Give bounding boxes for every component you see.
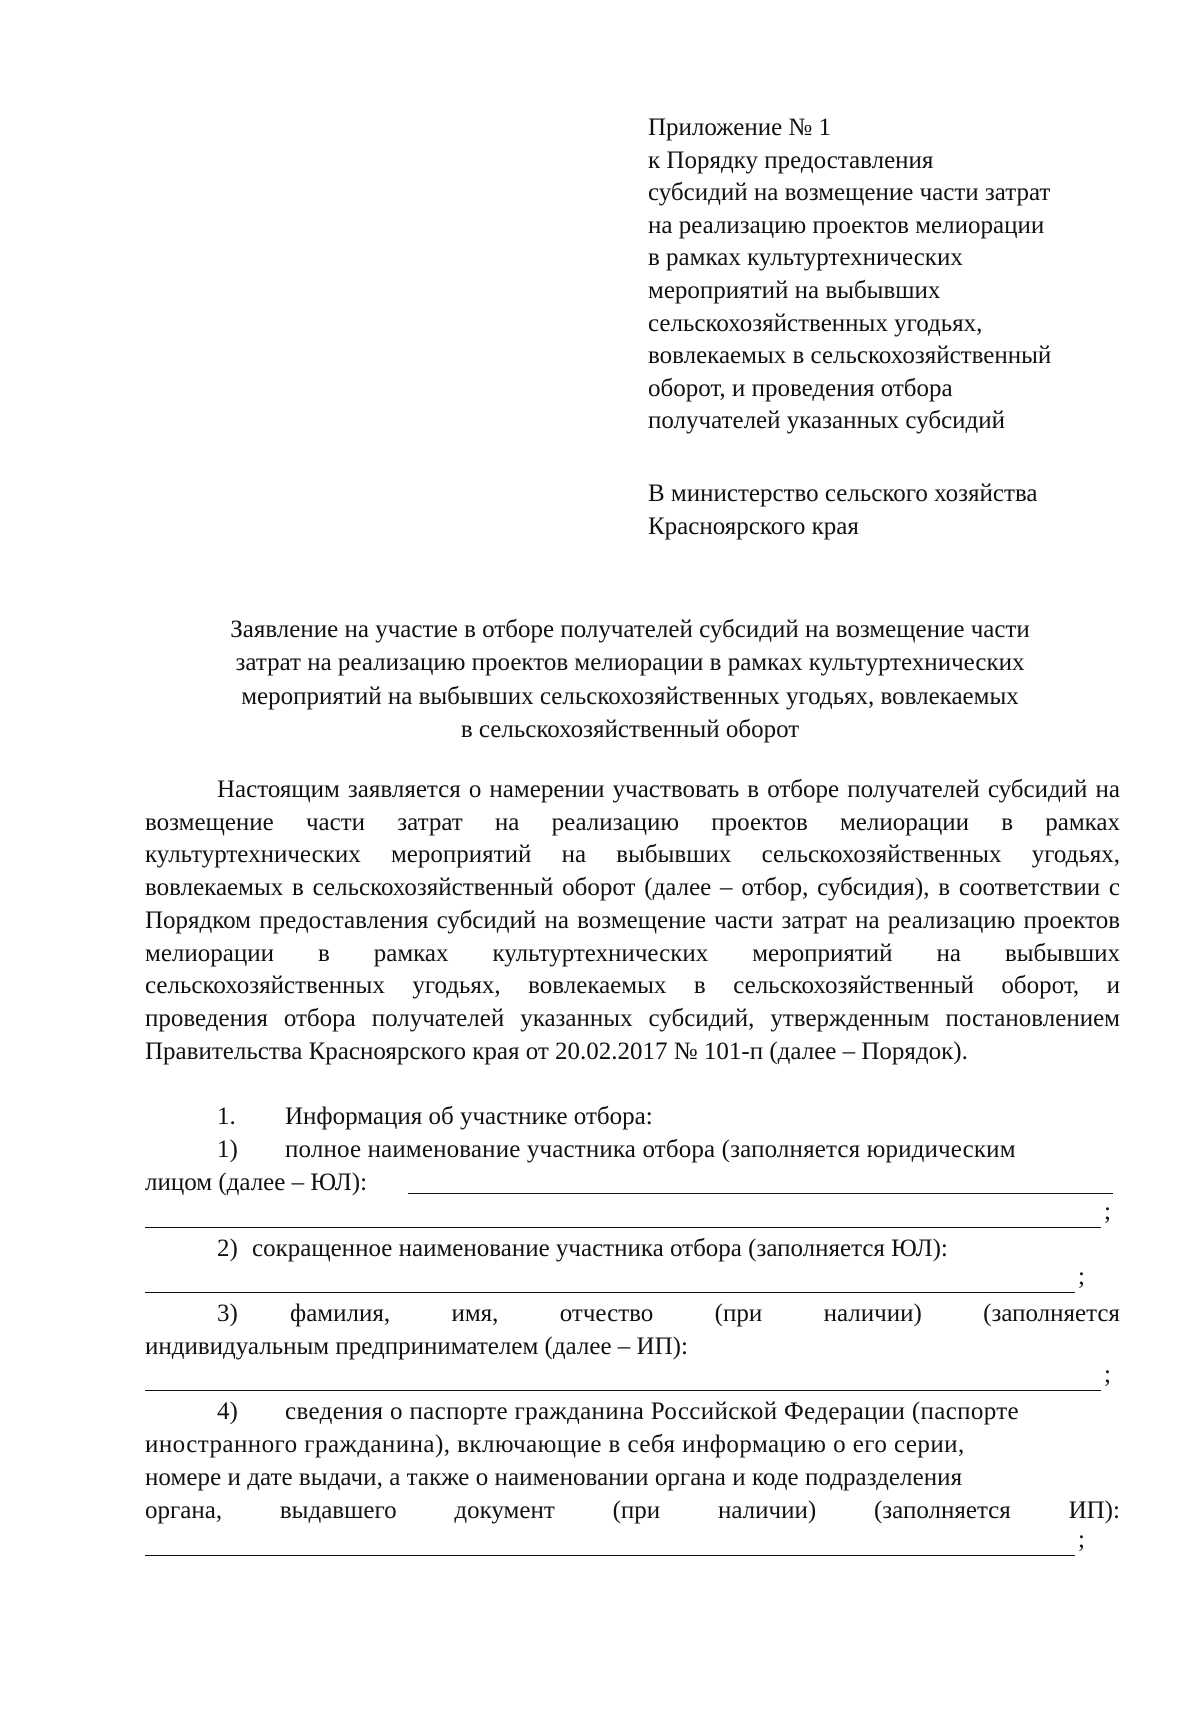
annex-line: оборот, и проведения отбора xyxy=(648,374,953,402)
item-3-number: 3) xyxy=(217,1300,238,1327)
intro-block xyxy=(145,774,1120,1068)
section-1-number: 1. xyxy=(217,1103,236,1130)
document-title xyxy=(140,613,1120,747)
item-1-fill-line-a[interactable] xyxy=(408,1193,1113,1194)
addressee-line: В министерство сельского хозяйства xyxy=(648,480,1038,507)
item-3-text-line-2: индивидуальным предпринимателем (далее – ИП): xyxy=(145,1333,688,1360)
item-3-word: отчество xyxy=(559,1300,654,1327)
item-1-text-line-2: лицом (далее – ЮЛ): xyxy=(145,1169,368,1196)
title-line: затрат на реализацию проектов мелиорации в рамках культуртехнических xyxy=(235,649,1025,677)
annex-line: мероприятий на выбывших xyxy=(648,276,941,304)
item-2-fill-line[interactable] xyxy=(145,1292,1075,1293)
item-2-number: 2) xyxy=(217,1235,238,1262)
item-4-text-line-1 xyxy=(285,1396,1120,1429)
item-3-fill-line[interactable] xyxy=(145,1390,1101,1391)
item-4-word: (при xyxy=(612,1497,661,1524)
item-3-word: наличии) xyxy=(823,1300,922,1327)
item-3-word: фамилия, xyxy=(290,1300,391,1327)
annex-line: Приложение № 1 xyxy=(648,114,832,141)
annex-line: на реализацию проектов мелиорации xyxy=(648,211,1045,239)
item-1-text-line-1 xyxy=(285,1134,1120,1167)
item-2-semicolon: ; xyxy=(1078,1263,1085,1290)
item-4-word: наличии) xyxy=(717,1497,817,1524)
title-line: Заявление на участие в отборе получателей субсидий на возмещение части xyxy=(230,616,1030,643)
item-4-semicolon: ; xyxy=(1078,1526,1085,1553)
title-line: в сельскохозяйственный оборот xyxy=(460,716,800,744)
item-3-word: (при xyxy=(714,1300,763,1327)
item-2-text: сокращенное наименование участника отбора (заполняется ЮЛ): xyxy=(252,1235,948,1262)
item-4-text: сведения о паспорте гражданина Российской Федерации (паспорте xyxy=(285,1398,1019,1425)
annex-line: получателей указанных субсидий xyxy=(648,407,1006,435)
item-3-word: (заполняется xyxy=(983,1300,1120,1327)
item-4-word: (заполняется xyxy=(873,1497,1011,1524)
section-1-label: Информация об участнике отбора: xyxy=(285,1103,653,1130)
item-4-text-line-2: иностранного гражданина), включающие в себя информацию о его серии, xyxy=(145,1431,965,1458)
item-4-word: ИП): xyxy=(1068,1497,1120,1524)
annex-line: к Порядку предоставления xyxy=(648,146,934,174)
intro-paragraph: Настоящим заявляется о намерении участвовать в отборе получателей субсидий на возмещение части затрат на реализацию проектов мелиорации в рамках культуртехнических мероприятий на выбывших сельскохозяйственных угодьях, вовлекаемых в сельскохозяйственный оборот (далее – отбор, субсидия), в соответствии с Порядком предоставления субсидий на возмещение части затрат на реализацию проектов мелиорации в рамках культуртехнических мероприятий на выбывших сельскохозяйственных угодьях, вовлекаемых в сельскохозяйственный оборот, и проведения отбора получателей указанных субсидий, утвержденным постановлением Правительства Красноярского края от 20.02.2017 № 101-п (далее – Порядок). xyxy=(145,776,1120,1065)
item-4-fill-line[interactable] xyxy=(145,1555,1075,1556)
item-4-word: выдавшего xyxy=(279,1497,397,1524)
item-3-text-line-1 xyxy=(290,1298,1120,1331)
annex-line: вовлекаемых в сельскохозяйственный xyxy=(648,342,1052,370)
item-1-text: полное наименование участника отбора (заполняется юридическим xyxy=(285,1136,1016,1163)
item-3-semicolon: ; xyxy=(1104,1361,1111,1388)
item-4-word: документ xyxy=(454,1497,555,1524)
item-4-text-line-3: номере и дате выдачи, а также о наименовании органа и коде подразделения xyxy=(145,1464,963,1491)
item-4-text-line-4 xyxy=(145,1495,1120,1528)
item-4-number: 4) xyxy=(217,1398,238,1425)
annex-line: сельскохозяйственных угодьях, xyxy=(648,309,983,337)
annex-line: субсидий на возмещение части затрат xyxy=(648,179,1051,207)
item-1-number: 1) xyxy=(217,1136,238,1163)
title-line: мероприятий на выбывших сельскохозяйственных угодьях, вовлекаемых xyxy=(241,682,1019,710)
item-4-word: органа, xyxy=(145,1497,223,1524)
annex-header xyxy=(648,112,1168,438)
addressee-line: Красноярского края xyxy=(648,512,859,540)
item-3-word: имя, xyxy=(451,1300,499,1327)
addressee xyxy=(648,478,1168,543)
item-1-semicolon: ; xyxy=(1104,1198,1111,1225)
item-1-fill-line-b[interactable] xyxy=(145,1227,1101,1228)
annex-line: в рамках культуртехнических xyxy=(648,244,963,272)
